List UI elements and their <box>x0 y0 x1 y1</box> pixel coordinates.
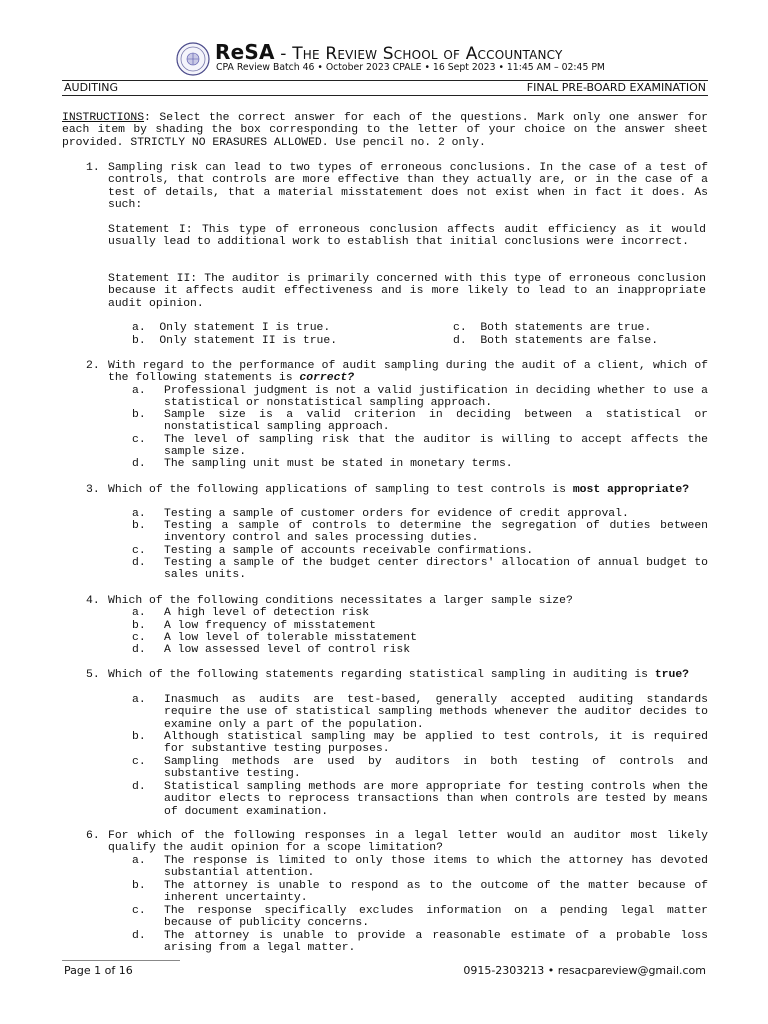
option-letter: a. <box>132 508 146 520</box>
option-text: Inasmuch as audits are test-based, generally accepted auditing standards require the use of statistical sampling methods whenever the auditor decides to examine only a part of the population. <box>164 694 708 731</box>
option-letter: a. <box>132 385 146 397</box>
header-bottom-rule <box>62 95 708 96</box>
option-letter: d. <box>132 781 146 793</box>
option-text: The response is limited to only those items to which the attorney has devoted substantial attention. <box>164 855 708 880</box>
option-letter: b. <box>132 409 146 421</box>
question-number: 6. <box>86 830 100 842</box>
question-text <box>108 360 708 385</box>
option-letter: c. <box>132 756 146 768</box>
question-text <box>108 669 708 681</box>
option-a: a. Only statement I is true. <box>132 322 331 334</box>
option-letter: b. <box>132 731 146 743</box>
option-text: Sampling methods are used by auditors in both testing of controls and substantive testing. <box>164 756 708 781</box>
option-letter: c. <box>132 632 146 644</box>
option-text: Sample size is a valid criterion in deciding between a statistical or nonstatistical sampling approach. <box>164 409 708 434</box>
question-number: 3. <box>86 484 100 496</box>
option-text: Testing a sample of customer orders for evidence of credit approval. <box>164 508 629 520</box>
option-text: The response specifically excludes information on a pending legal matter because of publicity concerns. <box>164 905 708 930</box>
option-text: A high level of detection risk <box>164 607 370 619</box>
option-letter: b. <box>132 520 146 532</box>
question-text: For which of the following responses in a legal letter would an auditor most likely qualify the audit opinion for a scope limitation? <box>108 830 708 855</box>
option-text: Testing a sample of accounts receivable confirmations. <box>164 545 534 557</box>
question-number: 5. <box>86 669 100 681</box>
question-number: 1. <box>86 162 100 174</box>
option-text: Testing a sample of the budget center directors' allocation of annual budget to sales units. <box>164 557 708 582</box>
statement-1: Statement I: This type of erroneous conclusion affects audit efficiency as it would usually lead to additional work to establish that initial conclusions were incorrect. <box>108 224 706 249</box>
option-text: Testing a sample of controls to determine the segregation of duties between inventory control and sales processing duties. <box>164 520 708 545</box>
option-text: The attorney is unable to respond as to the outcome of the matter because of inherent uncertainty. <box>164 880 708 905</box>
question-emphasis: true? <box>654 669 690 681</box>
option-letter: a. <box>132 855 146 867</box>
question-text: Which of the following conditions necessitates a larger sample size? <box>108 595 573 607</box>
statement-2: Statement II: The auditor is primarily concerned with this type of erroneous conclusion because it affects audit effectiveness and is more likely to lead to an inappropriate audit opinion. <box>108 273 706 310</box>
option-b: b. Only statement II is true. <box>132 335 338 347</box>
instructions <box>62 112 708 149</box>
question-text-main: Which of the following statements regarding statistical sampling in auditing is <box>108 669 655 681</box>
option-letter: b. <box>132 880 146 892</box>
question-text: Sampling risk can lead to two types of erroneous conclusions. In the case of a test of controls, that controls are more effective than they actually are, or in the case of a test of details, that a material misstatement does not exist when in fact it does. As such: <box>108 162 708 212</box>
question-text-main: Which of the following applications of sampling to test controls is <box>108 484 573 496</box>
option-text: A low assessed level of control risk <box>164 644 411 656</box>
option-letter: d. <box>132 644 146 656</box>
option-text: A low level of tolerable misstatement <box>164 632 417 644</box>
page-number: Page 1 of 16 <box>64 964 133 977</box>
brand-name: ReSA <box>215 40 275 64</box>
school-title <box>215 40 563 64</box>
option-text: The attorney is unable to provide a reasonable estimate of a probable loss arising from a legal matter. <box>164 930 708 955</box>
option-letter: c. <box>132 434 146 446</box>
school-name: - The Review School of Accountancy <box>274 44 563 64</box>
question-text-main: With regard to the performance of audit sampling during the audit of a client, which of the following statements is <box>108 360 708 385</box>
option-text: Statistical sampling methods are more appropriate for testing controls when the auditor elects to reprocess transactions than when controls are tested by means of document examination. <box>164 781 708 818</box>
option-letter: c. <box>132 545 146 557</box>
question-emphasis: most appropriate? <box>572 484 690 496</box>
option-letter: a. <box>132 694 146 706</box>
question-text <box>108 484 708 496</box>
option-text: Although statistical sampling may be applied to test controls, it is required for substantive testing purposes. <box>164 731 708 756</box>
subject-label: AUDITING <box>64 81 119 94</box>
question-emphasis: correct? <box>299 372 355 385</box>
option-text: The level of sampling risk that the auditor is willing to accept affects the sample size. <box>164 434 708 459</box>
footer-rule <box>62 960 180 961</box>
instructions-label: INSTRUCTIONS <box>62 112 145 124</box>
option-c: c. Both statements are true. <box>453 322 652 334</box>
option-text: Professional judgment is not a valid justification in deciding whether to use a statistical or nonstatistical sampling approach. <box>164 385 708 410</box>
option-letter: c. <box>132 905 146 917</box>
option-letter: a. <box>132 607 146 619</box>
question-number: 2. <box>86 360 100 372</box>
option-letter: d. <box>132 930 146 942</box>
option-letter: b. <box>132 620 146 632</box>
instructions-text: : Select the correct answer for each of the questions. Mark only one answer for each item by shading the box corresponding to the letter of your choice on the answer sheet provided. STRICTLY NO ERASURES ALLOWED. Use pencil no. 2 only. <box>62 112 708 149</box>
option-letter: d. <box>132 557 146 569</box>
option-text: The sampling unit must be stated in monetary terms. <box>164 458 513 470</box>
question-number: 4. <box>86 595 100 607</box>
contact-info: 0915-2303213 • resacpareview@gmail.com <box>463 964 706 977</box>
resa-seal-logo <box>176 42 210 76</box>
option-text: A low frequency of misstatement <box>164 620 376 632</box>
batch-info: CPA Review Batch 46 • October 2023 CPALE • 16 Sept 2023 • 11:45 AM – 02:45 PM <box>216 62 605 73</box>
exam-label: FINAL PRE-BOARD EXAMINATION <box>526 81 706 94</box>
option-d: d. Both statements are false. <box>453 335 659 347</box>
option-letter: d. <box>132 458 146 470</box>
